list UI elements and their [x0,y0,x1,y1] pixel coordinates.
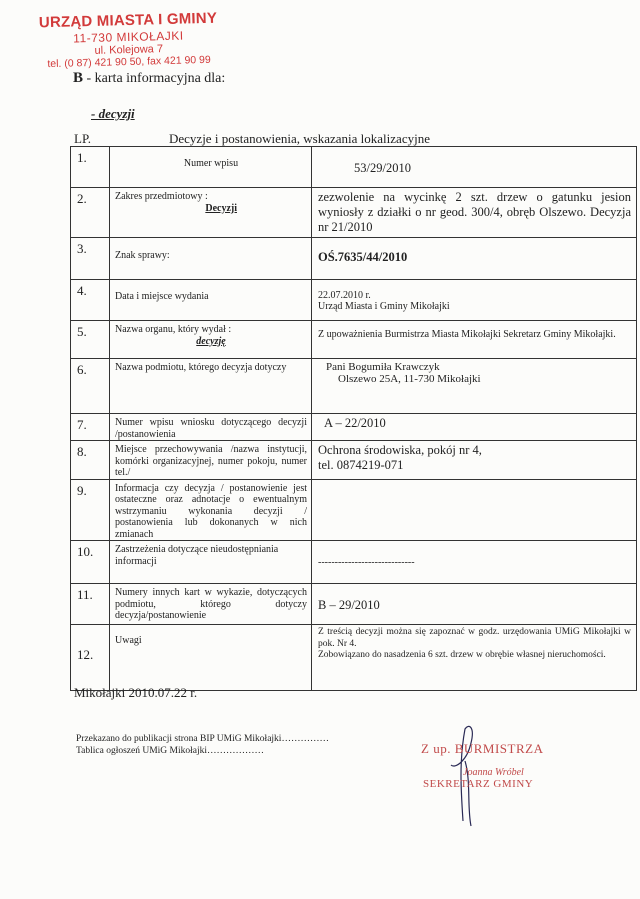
table-row [71,147,637,188]
row-value-phone: tel. 0874219-071 [318,458,404,472]
table-row [71,280,637,321]
row-label: Nazwa podmiotu, którego decyzja dotyczy [110,359,312,414]
row-label: Zastrzeżenia dotyczące nieudostępniania informacji [110,541,312,584]
table-row [71,584,637,625]
row-value: B – 29/2010 [312,584,637,625]
row-label: Data i miejsce wydania [110,280,312,321]
table-row [71,441,637,480]
office-stamp [25,9,231,70]
table-row [71,188,637,238]
row-value: Z upoważnienia Burmistrza Miasta Mikołajki Sekretarz Gminy Mikołajki. [312,321,637,359]
row-label: Miejsce przechowywania /nazwa instytucji, komórki organizacyjnej, numer pokoju, numer tel./ [110,441,312,480]
table-row [71,625,637,691]
row-value-place: Urząd Miasta i Gminy Mikołajki [318,301,450,312]
row-number: 2. [71,188,110,238]
row-number: 10. [71,541,110,584]
info-table [70,146,637,691]
row-label: Numer wpisu [110,147,312,188]
card-header [73,70,225,87]
row-label: Numery innych kart w wykazie, dotyczących podmiotu, którego dotyczy decyzja/postanowienie [110,584,312,625]
row-value [312,441,637,480]
row-value-note: Z treścią decyzji można się zapoznać w godz. urzędowania UMiG Mikołajki w pok. Nr 4. [318,627,631,649]
row-number: 11. [71,584,110,625]
row-label: Informacja czy decyzja / postanowienie jest ostateczne oraz adnotacje o ewentualnym wstrzymaniu wykonania decyzji / postanowienia lub dokonanych w nich zmianach [110,479,312,541]
card-letter: B [73,70,84,86]
card-subtitle: - decyzji [91,106,135,121]
signature-authority: Z up. BURMISTRZA [421,741,544,756]
row-value [312,625,637,691]
stamp-office-name: URZĄD MIASTA I GMINY [38,9,218,32]
stamp-street: ul. Kolejowa 7 [94,43,164,57]
row-number: 1. [71,147,110,188]
row-number: 8. [71,441,110,480]
row-value-date: 22.07.2010 r. [318,290,371,301]
table-row [71,541,637,584]
row-value: OŚ.7635/44/2010 [312,238,637,280]
row-value: zezwolenie na wycinkę 2 szt. drzew o gatunku jesion wyniosły z działki o nr geod. 300/4, obręb Olszewo. Decyzja nr 21/2010 [312,188,637,238]
table-row [71,238,637,280]
row-value-name: Pani Bogumiła Krawczyk [326,361,440,373]
row-value-place: Ochrona środowiska, pokój nr 4, [318,443,482,457]
noticeboard-note: Tablica ogłoszeń UMiG Mikołajki……………… [76,746,264,756]
row-label: Uwagi [110,625,312,691]
table-row [71,321,637,359]
table-row [71,359,637,414]
row-value: 53/29/2010 [312,147,637,188]
card-header-text: - karta informacyjna dla: [83,71,226,86]
table-row [71,479,637,541]
table-title: Decyzje i postanowienia, wskazania lokalizacyjne [169,131,430,146]
row-value-address: Olszewo 25A, 11-730 Mikołajki [338,373,481,385]
signature-name: Joanna Wróbel [463,767,524,778]
place-and-date: Mikołajki 2010.07.22 r. [74,685,198,700]
row-value [312,280,637,321]
row-label [110,188,312,238]
row-number: 3. [71,238,110,280]
row-number: 6. [71,359,110,414]
row-value: ----------------------------- [312,541,637,584]
stamp-postal: 11-730 MIKOŁAJKI [73,28,184,46]
row-label-emphasis: Decyzji [205,202,237,214]
lp-heading: LP. [74,131,91,146]
row-label-emphasis: decyzję [196,335,226,347]
row-label: Numer wpisu wniosku dotyczącego decyzji /postanowienia [110,414,312,441]
row-value [312,359,637,414]
row-number: 5. [71,321,110,359]
row-value [312,479,637,541]
stamp-phone: tel. (0 87) 421 90 50, fax 421 90 99 [47,53,211,71]
signature-title: SEKRETARZ GMINY [423,778,534,790]
table-row [71,414,637,441]
row-value-obligation: Zobowiązano do nasadzenia 6 szt. drzew w obrębie własnej nieruchomości. [318,650,606,660]
row-number: 9. [71,479,110,541]
row-number: 4. [71,280,110,321]
row-label-text: Zakres przedmiotowy : [115,191,208,202]
publication-note: Przekazano do publikacji strona BIP UMiG Mikołajki…………… [76,734,329,744]
row-label: Znak sprawy: [110,238,312,280]
row-number: 12. [71,625,110,691]
row-label-text: Nazwa organu, który wydał : [115,324,232,335]
row-label [110,321,312,359]
row-value: A – 22/2010 [312,414,637,441]
row-number: 7. [71,414,110,441]
